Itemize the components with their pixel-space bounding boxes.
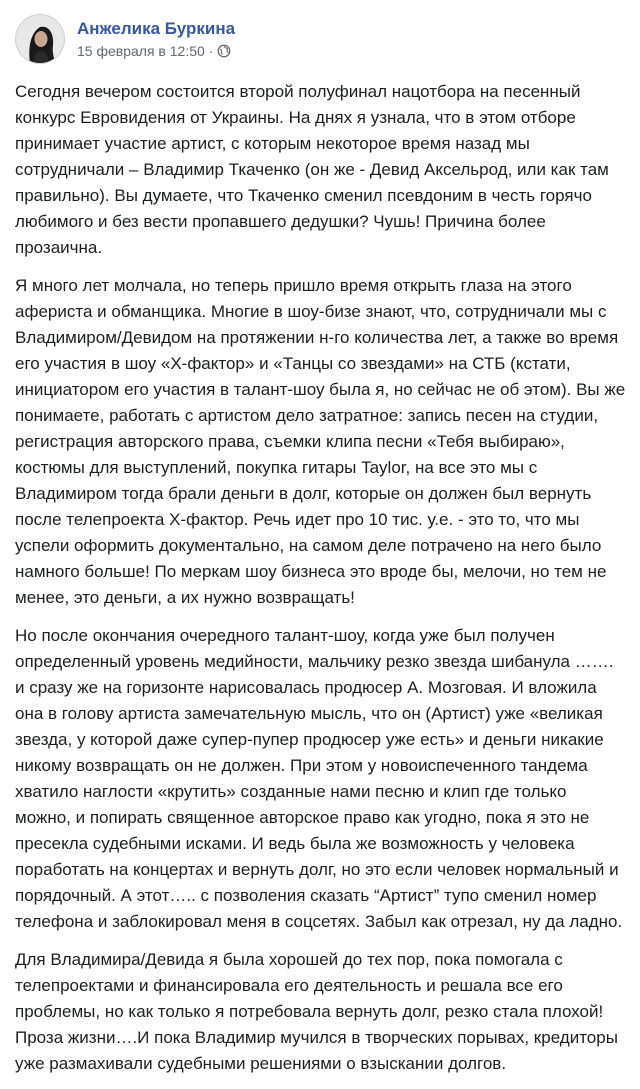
post-meta: [77, 18, 235, 60]
globe-icon[interactable]: [217, 44, 231, 58]
post-paragraph: Но после окончания очередного талант-шоу, когда уже был получен определенный уровень медийности, мальчику резко звезда шибанула ……. и сразу же на горизонте нарисовалась продюсер А. Мозговая. И вложила она в голову артиста замечательную мысль, что он (Артист) уже «великая звезда, у которой даже супер-пупер продюсер уже есть» и деньги никакие никому возвращать он не должен. При этом у новоиспеченного тандема хватило наглости «крутить» созданные нами песню и клип где только можно, и попирать священное авторское право как угодно, пока я это не пресекла судебными исками. И ведь была же возможность у человека поработать на концертах и вернуть долг, но это если человек нормальный и порядочный. А этот….. с позволения сказать “Артист” тупо сменил номер телефона и заблокировал меня в соцсетях. Забыл как отрезал, ну да ладно.: [15, 626, 623, 931]
post-paragraph: Для Владимира/Девида я была хорошей до тех пор, пока помогала с телепроектами и финансировала его деятельность и решала все его проблемы, но как только я потребовала вернуть долг, резко стала плохой! Проза жизни….И пока Владимир мучился в творческих порывах, кредиторы уже размахивали судебными решениями о взыскании долгов.: [15, 950, 618, 1073]
post-paragraph: Сегодня вечером состоится второй полуфинал нацотбора на песенный конкурс Евровидения от Украины. На днях я узнала, что в этом отборе принимает участие артист, с которым некоторое время назад мы сотрудничали – Владимир Ткаченко (он же - Девид Аксельрод, или как там правильно). Вы думаете, что Ткаченко сменил псевдоним в честь горячо любимого и без вести пропавшего дедушки? Чушь! Причина более прозаична.: [15, 82, 609, 257]
separator-dot: ·: [208, 43, 214, 59]
time-row: [77, 42, 235, 60]
author-name[interactable]: Анжелика Буркина: [77, 19, 236, 38]
post-paragraph: Я много лет молчала, но теперь пришло время открыть глаза на этого афериста и обманщика. Многие в шоу-бизе знают, что, сотрудничали мы с Владимиром/Девидом на протяжении н-го количества лет, а также во время его участия в шоу «Х-фактор» и «Танцы со звездами» на СТБ (кстати, инициатором его участия в талант-шоу была я, но сейчас не об этом). Вы же понимаете, работать с артистом дело затратное: запись песен на студии, регистрация авторского права, съемки клипа песни «Тебя выбираю», костюмы для выступлений, покупка гитары Taylor, на все это мы с Владимиром тогда брали деньги в долг, которые он должен был вернуть после телепроекта Х-фактор. Речь идет про 10 тис. у.е. - это то, что мы успели оформить документально, на самом деле потрачено на него было намного больше! По меркам шоу бизнеса это вроде бы, мелочи, но тем не менее, это деньги, а их нужно возвращать!: [15, 276, 626, 607]
avatar[interactable]: [15, 14, 65, 64]
avatar-photo-icon: [16, 15, 64, 63]
post-header: [15, 14, 235, 64]
post-timestamp[interactable]: 15 февраля в 12:50: [77, 43, 205, 59]
post-body: [15, 79, 627, 1089]
